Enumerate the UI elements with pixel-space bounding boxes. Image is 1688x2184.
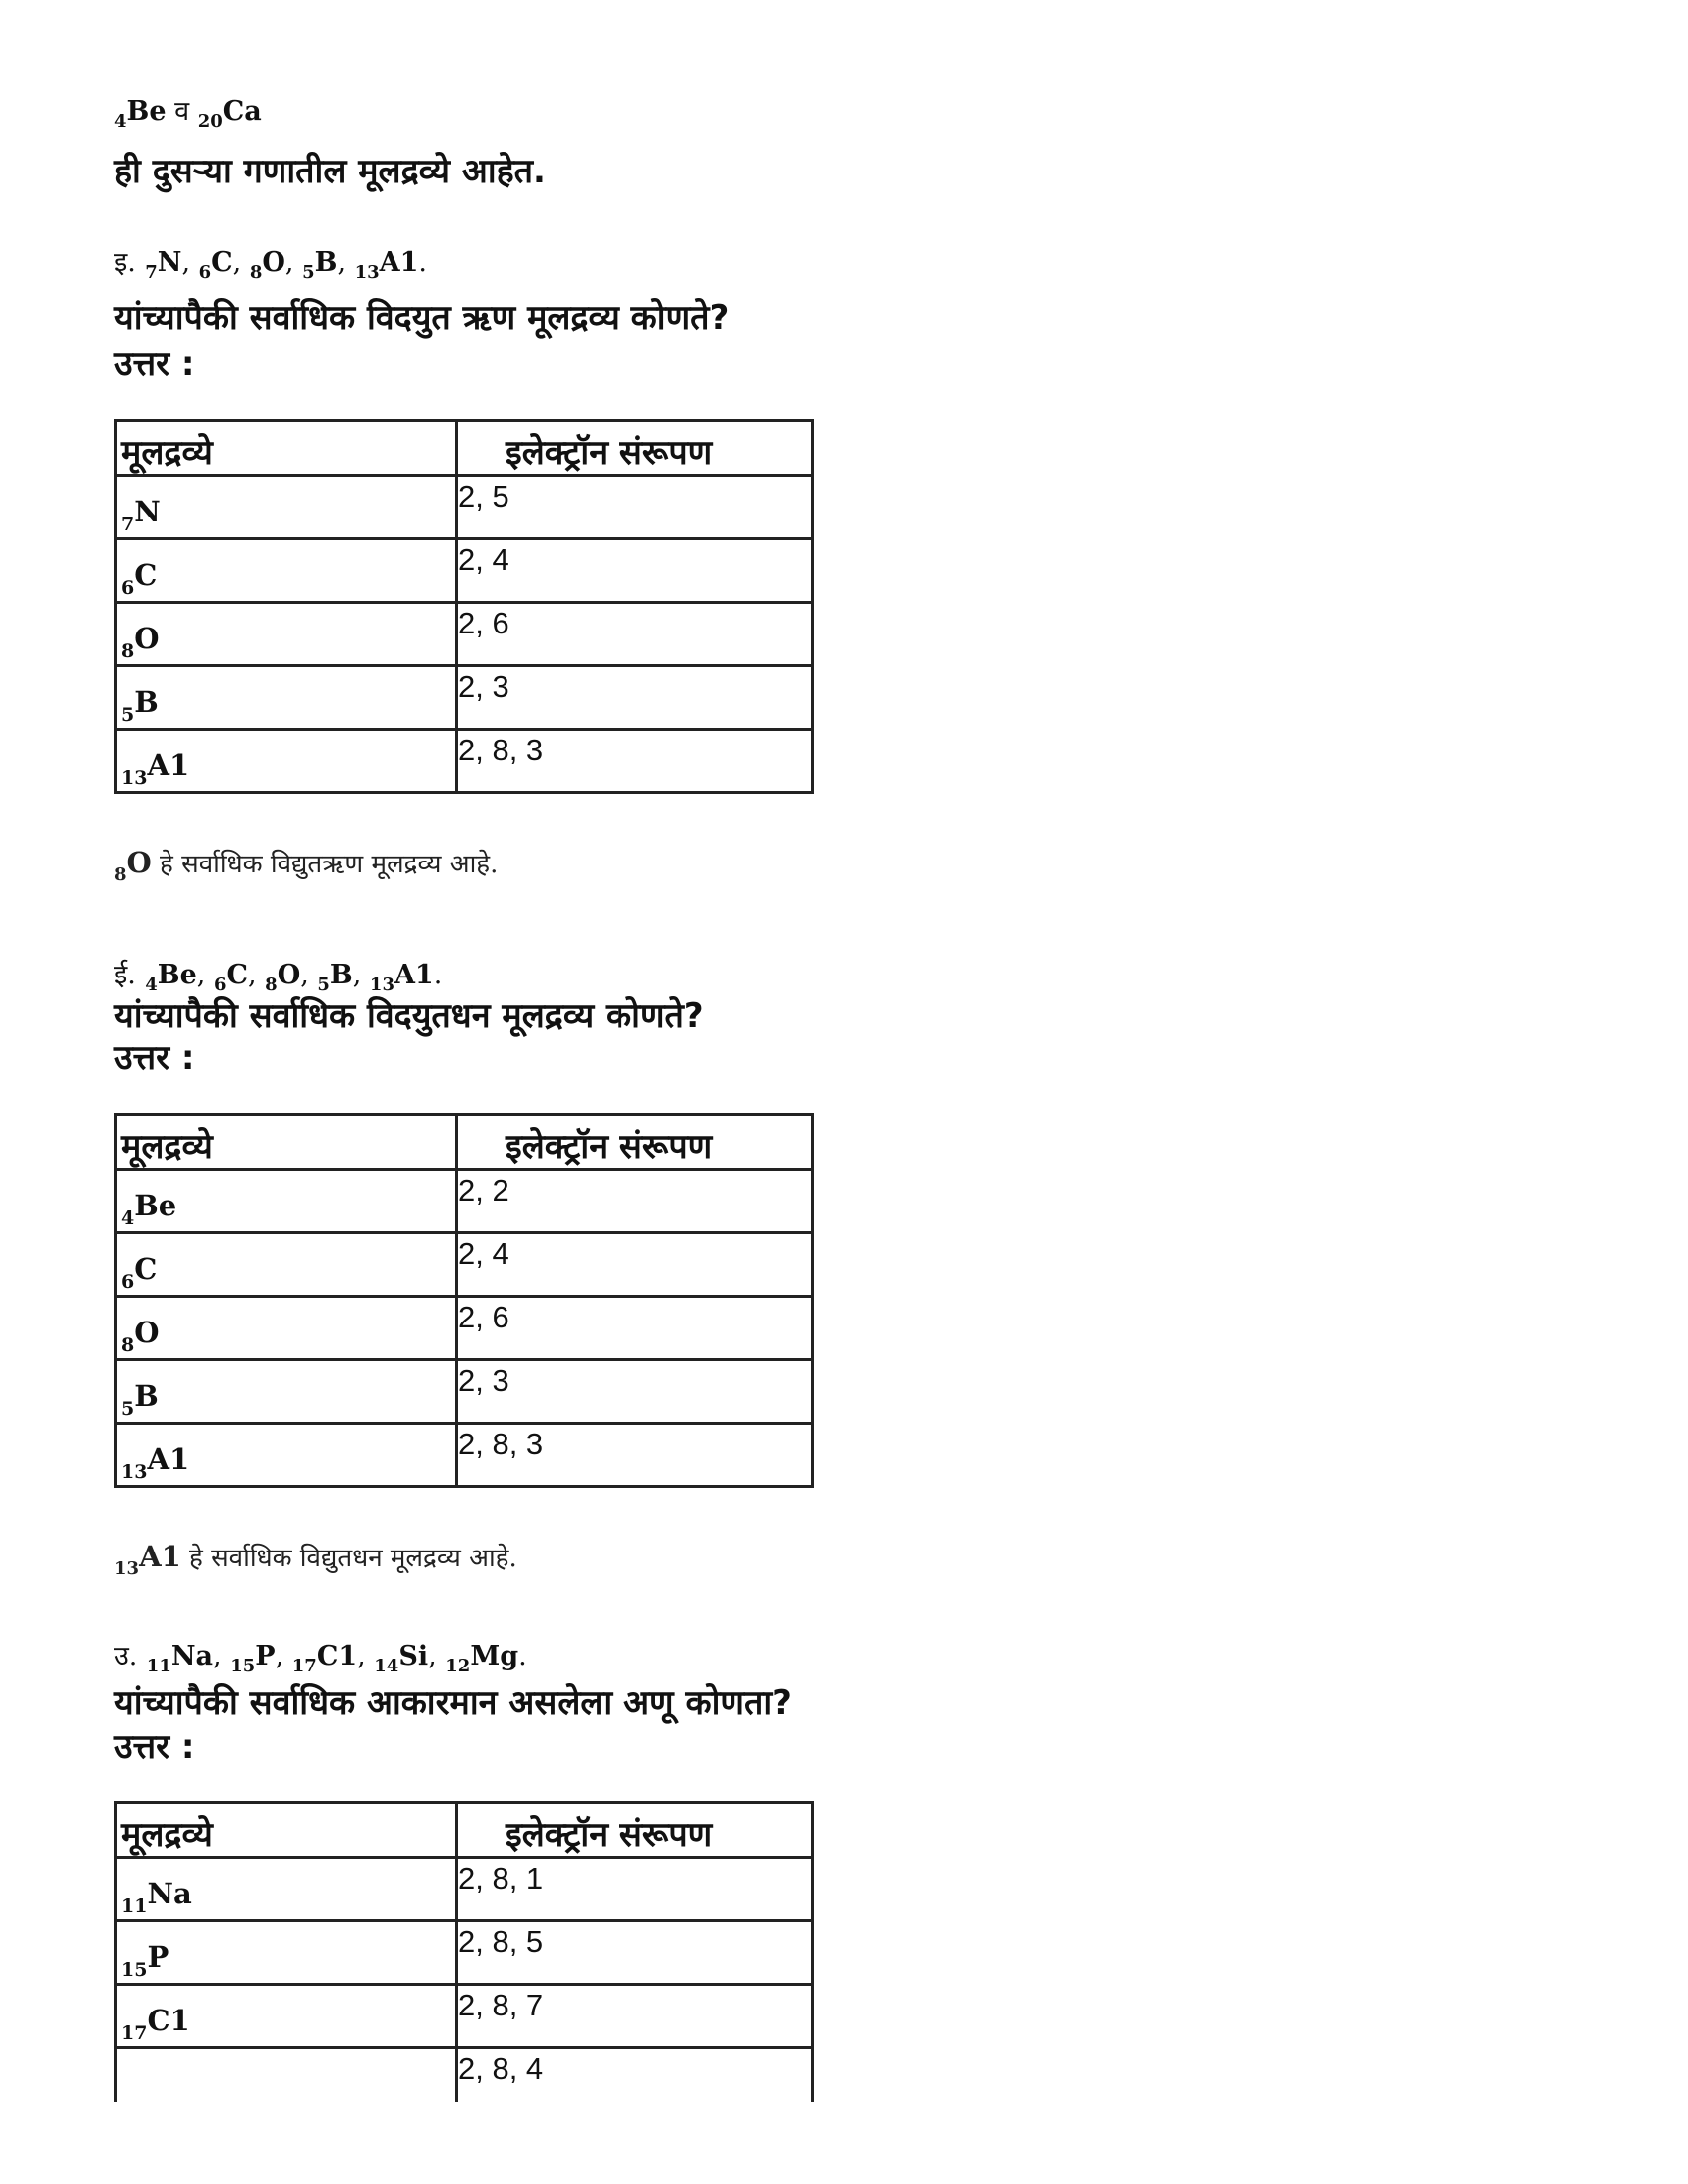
column-header-config: इलेक्ट्रॉन संरूपण — [506, 433, 713, 473]
electron-config-table — [114, 419, 814, 794]
element-symbol: C — [211, 247, 233, 278]
element-symbol: Si — [398, 1641, 429, 1671]
config-cell: 2, 3 — [458, 1363, 509, 1398]
element-cell: $_{17}$C1 — [121, 2004, 190, 2044]
column-header-config: इलेक्ट्रॉन संरूपण — [506, 1815, 713, 1855]
column-header-element: मूलद्रव्ये — [121, 1127, 213, 1167]
question-elements-line: ई. $_4$Be, $_6$C, $_8$O, $_5$B, $_{13}$A1. — [114, 960, 443, 995]
table-row — [117, 2046, 811, 2102]
config-cell: 2, 3 — [458, 669, 509, 704]
element-symbol: O — [262, 247, 285, 278]
element-symbol: Be — [157, 960, 197, 990]
element-cell: $_7$N — [121, 495, 161, 535]
atomic-number: 4 — [114, 111, 127, 132]
element-cell: $_6$C — [121, 558, 158, 599]
element-symbol: Na — [170, 1641, 214, 1671]
config-cell: 2, 8, 4 — [458, 2051, 544, 2086]
question-number: ई. — [114, 960, 136, 990]
config-cell: 2, 8, 1 — [458, 1861, 544, 1896]
answer-label: उत्तर : — [114, 1727, 195, 1767]
atomic-number: 14 — [374, 1656, 399, 1676]
table-row — [117, 1358, 811, 1422]
config-cell: 2, 6 — [458, 606, 509, 640]
conclusion-text: $_{13}$A1 हे सर्वाधिक विद्युतधन मूलद्रव्य आहे. — [114, 1540, 517, 1579]
answer-label: उत्तर : — [114, 344, 195, 384]
question-number: उ. — [114, 1641, 138, 1671]
question-text: यांच्यापैकी सर्वाधिक विदयुतधन मूलद्रव्य कोणते? — [114, 996, 704, 1036]
table-row — [117, 728, 811, 791]
atomic-number: 4 — [145, 975, 158, 995]
atomic-number: 13 — [354, 262, 380, 283]
table-header-row — [117, 422, 811, 474]
atomic-number: 20 — [197, 111, 223, 132]
table-header-row — [117, 1116, 811, 1168]
element-symbol: N — [157, 247, 182, 278]
atomic-number: 13 — [369, 975, 394, 995]
element-symbol: A1 — [394, 960, 434, 990]
intro-statement: ही दुसऱ्या गणातील मूलद्रव्ये आहेत. — [114, 152, 546, 191]
config-cell: 2, 8, 5 — [458, 1924, 544, 1959]
element-symbol: B — [314, 247, 338, 278]
atomic-number: 8 — [249, 262, 263, 283]
table-row — [117, 1295, 811, 1358]
atomic-number: 8 — [265, 975, 278, 995]
conjunction: व — [166, 96, 198, 127]
config-cell: 2, 8, 3 — [458, 1427, 544, 1461]
element-cell: $_5$B — [121, 685, 159, 726]
element-cell: $_6$C — [121, 1252, 158, 1293]
table-row — [117, 537, 811, 601]
electron-config-table — [114, 1801, 814, 2102]
conclusion-text: $_8$O हे सर्वाधिक विद्युतऋण मूलद्रव्य आहे. — [114, 846, 499, 885]
atomic-number: 7 — [145, 262, 158, 283]
config-cell: 2, 5 — [458, 479, 509, 514]
element-symbol: Mg — [470, 1641, 519, 1671]
column-header-element: मूलद्रव्ये — [121, 1815, 213, 1855]
element-cell: $_{15}$P — [121, 1940, 169, 1981]
config-cell: 2, 4 — [458, 1236, 509, 1271]
element-cell: $_8$O — [121, 1316, 160, 1356]
config-cell: 2, 6 — [458, 1300, 509, 1334]
answer-label: उत्तर : — [114, 1038, 195, 1078]
atomic-number: 5 — [302, 262, 315, 283]
atomic-number: 12 — [445, 1656, 471, 1676]
atomic-number: 6 — [213, 975, 227, 995]
table-header-row — [117, 1804, 811, 1856]
element-cell: $_{13}$A1 — [121, 1442, 190, 1483]
atomic-number: 17 — [291, 1656, 317, 1676]
config-cell: 2, 8, 7 — [458, 1988, 544, 2022]
config-cell: 2, 2 — [458, 1173, 509, 1207]
element-symbol: P — [255, 1641, 276, 1671]
question-text: यांच्यापैकी सर्वाधिक आकारमान असलेला अणू कोणता? — [114, 1683, 792, 1723]
element-cell: $_8$O — [121, 622, 160, 662]
element-symbol: A1 — [379, 247, 419, 278]
element-cell: $_5$B — [121, 1379, 159, 1420]
element-symbol: C1 — [316, 1641, 358, 1671]
atomic-number: 5 — [317, 975, 330, 995]
table-row — [117, 1983, 811, 2046]
question-elements-line: उ. $_{11}$Na, $_{15}$P, $_{17}$C1, $_{14}$Si, $_{12}$Mg. — [114, 1641, 527, 1676]
question-number: इ. — [114, 247, 136, 278]
table-row — [117, 664, 811, 728]
question-elements-line: इ. $_7$N, $_6$C, $_8$O, $_5$B, $_{13}$A1. — [114, 247, 428, 283]
table-row — [117, 1422, 811, 1485]
element-symbol: Ca — [222, 96, 262, 127]
atomic-number: 15 — [230, 1656, 256, 1676]
element-symbol: O — [277, 960, 301, 990]
element-symbol: B — [329, 960, 353, 990]
element-cell: $_{11}$Na — [121, 1877, 192, 1917]
config-cell: 2, 8, 3 — [458, 733, 544, 767]
element-cell: $_4$Be — [121, 1189, 177, 1229]
config-cell: 2, 4 — [458, 542, 509, 577]
atomic-number: 11 — [146, 1656, 171, 1676]
element-cell: $_{13}$A1 — [121, 748, 190, 789]
table-row — [117, 601, 811, 664]
element-symbol: C — [226, 960, 248, 990]
table-row — [117, 1231, 811, 1295]
atomic-number: 6 — [198, 262, 212, 283]
electron-config-table — [114, 1113, 814, 1488]
table-row — [117, 1919, 811, 1983]
table-row — [117, 1856, 811, 1919]
question-text: यांच्यापैकी सर्वाधिक विदयुत ऋण मूलद्रव्य कोणते? — [114, 298, 730, 338]
table-row — [117, 474, 811, 537]
intro-elements-line — [114, 91, 262, 132]
element-symbol: Be — [126, 96, 167, 127]
table-row — [117, 1168, 811, 1231]
column-header-element: मूलद्रव्ये — [121, 433, 213, 473]
column-header-config: इलेक्ट्रॉन संरूपण — [506, 1127, 713, 1167]
